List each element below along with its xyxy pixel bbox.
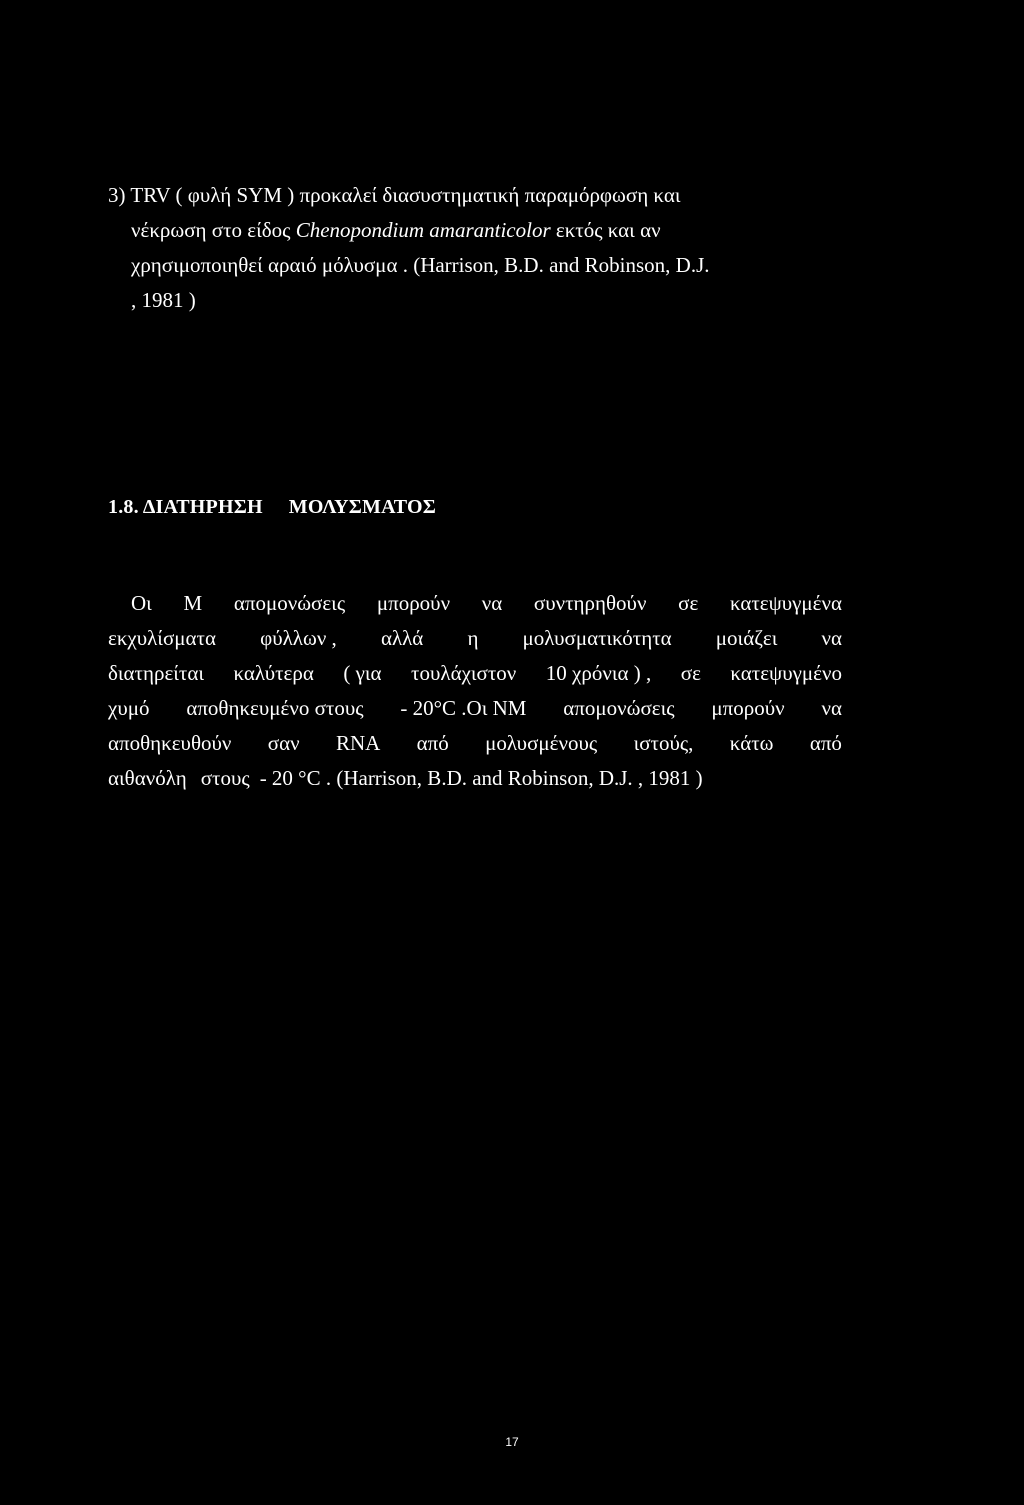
text-line [108,586,842,621]
page-number: 17 [505,1435,519,1449]
word: διατηρείται [108,661,205,685]
word: ( για [343,661,382,685]
text-line: , 1981 ) [131,288,196,312]
word: αποθηκευθούν [108,731,232,755]
word: - 20 °C . (Harrison, B.D. and Robinson, D.J. , 1981 ) [259,766,703,790]
text-segment: νέκρωση στο είδος [131,218,296,242]
word: μολυσματικότητα [522,626,672,650]
word: φύλλων , [260,626,337,650]
word: εκχυλίσματα [108,626,216,650]
word: να [821,696,842,720]
word: μολυσμένους [485,731,598,755]
word: μοιάζει [715,626,778,650]
word: αιθανόλη [108,766,187,790]
word: χυμό [108,696,150,720]
word: αλλά [380,626,424,650]
word: - 20°C .Οι ΝΜ [400,696,527,720]
section-heading [108,496,436,519]
word: αποθηκευμένο στους [186,696,364,720]
species-name: Chenopondium amaranticolor [295,218,551,242]
word: σε [678,591,699,615]
word: να [481,591,503,615]
word: από [416,731,449,755]
word: σαν [267,731,300,755]
word: μπορούν [711,696,785,720]
word: RNA [335,731,381,755]
text-line: χρησιμοποιηθεί αραιό μόλυσμα . (Harrison, B.D. and Robinson, D.J. [131,253,710,277]
word: καλύτερα [233,661,314,685]
text-line [108,691,842,726]
word: από [809,731,842,755]
paragraph-trv-sym [108,178,848,318]
text-segment: εκτός και αν [550,218,661,242]
word: Μ [183,591,203,615]
word: ιστούς, [633,731,694,755]
word: απομονώσεις [563,696,675,720]
word: σε [680,661,701,685]
word: μπορούν [376,591,451,615]
word: Οι [131,591,152,615]
text-line [108,726,842,761]
text-line [108,621,842,656]
word: η [467,626,479,650]
section-title-part: ΔΙΑΤΗΡΗΣΗ [142,496,263,518]
text-line [108,213,848,248]
word: τουλάχιστον [411,661,517,685]
section-number: 1.8. [108,496,139,518]
text-line: 3) TRV ( φυλή SYM ) προκαλεί διασυστηματική παραμόρφωση και [108,183,681,207]
word: συντηρηθούν [533,591,647,615]
paragraph-preservation [108,586,842,796]
text-line [108,656,842,691]
word: κάτω [729,731,774,755]
section-title-part: ΜΟΛΥΣΜΑΤΟΣ [288,496,437,518]
word: απομονώσεις [233,591,346,615]
word: κατεψυγμένο [730,661,842,685]
word: στους [200,766,250,790]
text-line [108,761,842,796]
word: να [821,626,842,650]
word: 10 χρόνια ) , [545,661,652,685]
word: κατεψυγμένα [729,591,842,615]
